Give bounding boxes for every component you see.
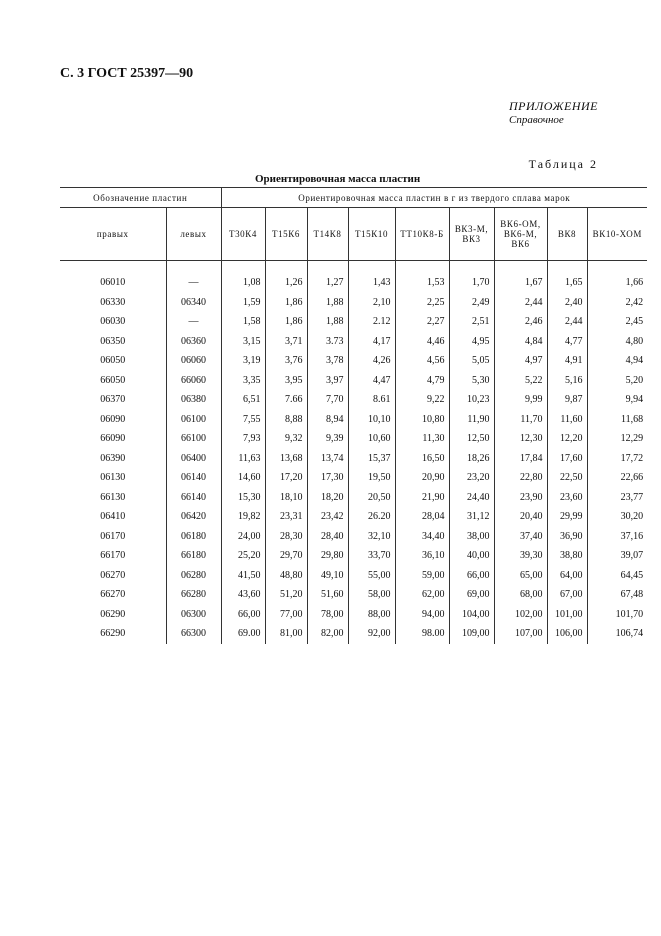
designation-group-header: Обозначение пластин bbox=[60, 188, 221, 208]
table-cell: 2,44 bbox=[494, 293, 547, 313]
table-cell: 7,70 bbox=[307, 390, 348, 410]
table-cell: 67,00 bbox=[547, 585, 587, 605]
table-row bbox=[60, 468, 647, 488]
table-cell: 8.61 bbox=[348, 390, 395, 410]
table-cell: 104,00 bbox=[449, 605, 494, 625]
table-cell: 32,10 bbox=[348, 527, 395, 547]
table-cell: 17,30 bbox=[307, 468, 348, 488]
table-row bbox=[60, 429, 647, 449]
table-cell: 82,00 bbox=[307, 624, 348, 644]
table-cell: 59,00 bbox=[395, 566, 449, 586]
table-cell: 3,15 bbox=[221, 332, 265, 352]
table-cell: 19,50 bbox=[348, 468, 395, 488]
table-cell: 11,30 bbox=[395, 429, 449, 449]
column-header: ВК6-ОМ, ВК6-М, ВК6 bbox=[494, 208, 547, 261]
table-cell: 29,70 bbox=[265, 546, 307, 566]
table-cell: 06050 bbox=[100, 355, 126, 367]
table-row bbox=[60, 624, 647, 644]
mass-group-header: Ориентировочная масса пластин в г из твердого сплава марок bbox=[221, 188, 647, 208]
table-cell: 78,00 bbox=[307, 605, 348, 625]
column-header: Т15К6 bbox=[265, 208, 307, 261]
table-cell: 9,22 bbox=[395, 390, 449, 410]
table-cell: 101,70 bbox=[587, 605, 647, 625]
table-cell: 64,00 bbox=[547, 566, 587, 586]
table-cell: 22,80 bbox=[494, 468, 547, 488]
table-cell: 69.00 bbox=[221, 624, 265, 644]
table-cell: 66060 bbox=[166, 371, 221, 391]
table-cell: 1,67 bbox=[494, 261, 547, 293]
table-cell: 4,17 bbox=[348, 332, 395, 352]
table-row bbox=[60, 312, 647, 332]
table-cell: 4,26 bbox=[348, 351, 395, 371]
table-row bbox=[60, 546, 647, 566]
column-header: ВК8 bbox=[547, 208, 587, 261]
table-cell: 106,00 bbox=[547, 624, 587, 644]
table-cell: 102,00 bbox=[494, 605, 547, 625]
table-cell: 98.00 bbox=[395, 624, 449, 644]
table-cell: 1,58 bbox=[221, 312, 265, 332]
table-cell: 06270 bbox=[100, 569, 126, 581]
table-row bbox=[60, 488, 647, 508]
table-cell: 51,60 bbox=[307, 585, 348, 605]
table-cell: 10,23 bbox=[449, 390, 494, 410]
table-cell: 1,88 bbox=[307, 312, 348, 332]
table-cell: 1,86 bbox=[265, 312, 307, 332]
table-cell: 3,95 bbox=[265, 371, 307, 391]
table-cell: 06180 bbox=[166, 527, 221, 547]
table-cell: 06400 bbox=[166, 449, 221, 469]
table-cell: 24,40 bbox=[449, 488, 494, 508]
column-header: Т14К8 bbox=[307, 208, 348, 261]
column-header: Т30К4 bbox=[221, 208, 265, 261]
table-cell: 4,47 bbox=[348, 371, 395, 391]
table-cell: 106,74 bbox=[587, 624, 647, 644]
table-cell: 20,90 bbox=[395, 468, 449, 488]
table-row bbox=[60, 585, 647, 605]
table-cell: 06410 bbox=[100, 511, 126, 523]
table-row bbox=[60, 605, 647, 625]
table-cell: 1,53 bbox=[395, 261, 449, 293]
table-cell: 2,49 bbox=[449, 293, 494, 313]
table-cell: 9,39 bbox=[307, 429, 348, 449]
table-row bbox=[60, 410, 647, 430]
table-row bbox=[60, 449, 647, 469]
table-row bbox=[60, 507, 647, 527]
table-cell: 2,44 bbox=[547, 312, 587, 332]
table-cell: 06100 bbox=[166, 410, 221, 430]
table-cell: 37,40 bbox=[494, 527, 547, 547]
table-cell: 06370 bbox=[100, 394, 126, 406]
table-cell: — bbox=[166, 312, 221, 332]
table-number: Таблица 2 bbox=[528, 157, 598, 171]
table-cell: 18,26 bbox=[449, 449, 494, 469]
table-cell: 06330 bbox=[100, 296, 126, 308]
table-cell: 4,46 bbox=[395, 332, 449, 352]
table-cell: 26.20 bbox=[348, 507, 395, 527]
table-cell: 06350 bbox=[100, 335, 126, 347]
table-cell: 17,84 bbox=[494, 449, 547, 469]
table-cell: 2,46 bbox=[494, 312, 547, 332]
table-cell: 4,97 bbox=[494, 351, 547, 371]
table-cell: 109,00 bbox=[449, 624, 494, 644]
mass-table bbox=[60, 187, 647, 644]
table-cell: 81,00 bbox=[265, 624, 307, 644]
table-cell: 62,00 bbox=[395, 585, 449, 605]
table-cell: 12,29 bbox=[587, 429, 647, 449]
table-cell: 30,20 bbox=[587, 507, 647, 527]
table-cell: 11,63 bbox=[221, 449, 265, 469]
table-cell: 06280 bbox=[166, 566, 221, 586]
table-cell: 5,05 bbox=[449, 351, 494, 371]
table-cell: 49,10 bbox=[307, 566, 348, 586]
table-cell: 06010 bbox=[100, 277, 126, 289]
table-cell: — bbox=[166, 261, 221, 293]
table-cell: 23,60 bbox=[547, 488, 587, 508]
table-cell: 10,10 bbox=[348, 410, 395, 430]
table-cell: 06300 bbox=[166, 605, 221, 625]
table-cell: 15,37 bbox=[348, 449, 395, 469]
table-cell: 1,08 bbox=[221, 261, 265, 293]
page-header: С. 3 ГОСТ 25397—90 bbox=[60, 66, 194, 81]
table-cell: 15,30 bbox=[221, 488, 265, 508]
table-cell: 17,60 bbox=[547, 449, 587, 469]
table-cell: 66090 bbox=[100, 433, 126, 445]
table-cell: 4,94 bbox=[587, 351, 647, 371]
table-cell: 06290 bbox=[100, 608, 126, 620]
table-cell: 18,20 bbox=[307, 488, 348, 508]
table-cell: 28,04 bbox=[395, 507, 449, 527]
table-cell: 40,00 bbox=[449, 546, 494, 566]
table-cell: 2.12 bbox=[348, 312, 395, 332]
table-cell: 5,22 bbox=[494, 371, 547, 391]
table-cell: 22,50 bbox=[547, 468, 587, 488]
table-cell: 36,90 bbox=[547, 527, 587, 547]
table-cell: 25,20 bbox=[221, 546, 265, 566]
table-cell: 55,00 bbox=[348, 566, 395, 586]
table-cell: 8,88 bbox=[265, 410, 307, 430]
table-cell: 12,50 bbox=[449, 429, 494, 449]
table-cell: 4,91 bbox=[547, 351, 587, 371]
table-cell: 33,70 bbox=[348, 546, 395, 566]
table-cell: 2,45 bbox=[587, 312, 647, 332]
table-cell: 18,10 bbox=[265, 488, 307, 508]
table-cell: 2,27 bbox=[395, 312, 449, 332]
table-cell: 66280 bbox=[166, 585, 221, 605]
table-cell: 06060 bbox=[166, 351, 221, 371]
table-cell: 58,00 bbox=[348, 585, 395, 605]
table-row bbox=[60, 527, 647, 547]
table-cell: 66,00 bbox=[449, 566, 494, 586]
table-cell: 2,42 bbox=[587, 293, 647, 313]
table-cell: 66290 bbox=[100, 628, 126, 640]
table-row bbox=[60, 332, 647, 352]
table-cell: 3.73 bbox=[307, 332, 348, 352]
table-cell: 13,74 bbox=[307, 449, 348, 469]
table-cell: 9,99 bbox=[494, 390, 547, 410]
appendix-title: ПРИЛОЖЕНИЕ bbox=[509, 99, 598, 113]
table-cell: 2,51 bbox=[449, 312, 494, 332]
appendix-block bbox=[509, 99, 598, 127]
table-cell: 69,00 bbox=[449, 585, 494, 605]
table-cell: 2,10 bbox=[348, 293, 395, 313]
table-cell: 4,84 bbox=[494, 332, 547, 352]
table-cell: 06170 bbox=[100, 530, 126, 542]
table-cell: 67,48 bbox=[587, 585, 647, 605]
column-header: ТТ10К8-Б bbox=[395, 208, 449, 261]
group-header-row bbox=[60, 188, 647, 208]
table-cell: 11,68 bbox=[587, 410, 647, 430]
table-cell: 1,43 bbox=[348, 261, 395, 293]
table-row bbox=[60, 351, 647, 371]
table-row bbox=[60, 261, 647, 293]
table-cell: 4,77 bbox=[547, 332, 587, 352]
table-cell: 06420 bbox=[166, 507, 221, 527]
table-cell: 2,40 bbox=[547, 293, 587, 313]
table-cell: 06360 bbox=[166, 332, 221, 352]
table-cell: 39,30 bbox=[494, 546, 547, 566]
table-cell: 06130 bbox=[100, 472, 126, 484]
table-cell: 7,55 bbox=[221, 410, 265, 430]
table-cell: 7.66 bbox=[265, 390, 307, 410]
table-cell: 1,70 bbox=[449, 261, 494, 293]
table-cell: 43,60 bbox=[221, 585, 265, 605]
table-cell: 4,95 bbox=[449, 332, 494, 352]
table-cell: 6,51 bbox=[221, 390, 265, 410]
table-row bbox=[60, 390, 647, 410]
table-cell: 66050 bbox=[100, 374, 126, 386]
table-cell: 29,80 bbox=[307, 546, 348, 566]
table-cell: 23,77 bbox=[587, 488, 647, 508]
table-cell: 17,20 bbox=[265, 468, 307, 488]
column-header: правых bbox=[60, 208, 166, 261]
table-cell: 4,79 bbox=[395, 371, 449, 391]
table-cell: 66140 bbox=[166, 488, 221, 508]
table-cell: 06140 bbox=[166, 468, 221, 488]
column-header: Т15К10 bbox=[348, 208, 395, 261]
table-cell: 48,80 bbox=[265, 566, 307, 586]
column-header-row bbox=[60, 208, 647, 261]
table-cell: 8,94 bbox=[307, 410, 348, 430]
table-cell: 3,78 bbox=[307, 351, 348, 371]
table-cell: 107,00 bbox=[494, 624, 547, 644]
table-cell: 1,86 bbox=[265, 293, 307, 313]
table-cell: 92,00 bbox=[348, 624, 395, 644]
table-cell: 68,00 bbox=[494, 585, 547, 605]
table-cell: 36,10 bbox=[395, 546, 449, 566]
table-cell: 1,26 bbox=[265, 261, 307, 293]
table-cell: 23,42 bbox=[307, 507, 348, 527]
table-cell: 10,80 bbox=[395, 410, 449, 430]
table-cell: 66,00 bbox=[221, 605, 265, 625]
table-cell: 66180 bbox=[166, 546, 221, 566]
table-cell: 21,90 bbox=[395, 488, 449, 508]
table-cell: 06380 bbox=[166, 390, 221, 410]
table-cell: 1,88 bbox=[307, 293, 348, 313]
table-title: Ориентировочная масса пластин bbox=[255, 173, 421, 185]
table-cell: 16,50 bbox=[395, 449, 449, 469]
table-cell: 4,80 bbox=[587, 332, 647, 352]
table-cell: 28,40 bbox=[307, 527, 348, 547]
table-cell: 3,97 bbox=[307, 371, 348, 391]
table-cell: 17,72 bbox=[587, 449, 647, 469]
table-cell: 28,30 bbox=[265, 527, 307, 547]
table-cell: 23,90 bbox=[494, 488, 547, 508]
table-cell: 9,94 bbox=[587, 390, 647, 410]
table-cell: 3,35 bbox=[221, 371, 265, 391]
column-header: ВК10-ХОМ bbox=[587, 208, 647, 261]
table-cell: 3,19 bbox=[221, 351, 265, 371]
table-cell: 101,00 bbox=[547, 605, 587, 625]
table-cell: 9,32 bbox=[265, 429, 307, 449]
table-cell: 20,40 bbox=[494, 507, 547, 527]
table-body bbox=[60, 261, 647, 644]
table-cell: 22,66 bbox=[587, 468, 647, 488]
table-cell: 06390 bbox=[100, 452, 126, 464]
table-cell: 66130 bbox=[100, 491, 126, 503]
table-cell: 2,25 bbox=[395, 293, 449, 313]
table-cell: 88,00 bbox=[348, 605, 395, 625]
table-cell: 14,60 bbox=[221, 468, 265, 488]
table-cell: 51,20 bbox=[265, 585, 307, 605]
table-row bbox=[60, 566, 647, 586]
table-cell: 06340 bbox=[166, 293, 221, 313]
table-cell: 06030 bbox=[100, 316, 126, 328]
column-header: левых bbox=[166, 208, 221, 261]
table-cell: 38,00 bbox=[449, 527, 494, 547]
table-cell: 41,50 bbox=[221, 566, 265, 586]
table-row bbox=[60, 293, 647, 313]
table-cell: 1,27 bbox=[307, 261, 348, 293]
table-row bbox=[60, 371, 647, 391]
table-cell: 31,12 bbox=[449, 507, 494, 527]
table-cell: 1,66 bbox=[587, 261, 647, 293]
table-cell: 11,70 bbox=[494, 410, 547, 430]
table-cell: 24,00 bbox=[221, 527, 265, 547]
table-cell: 66100 bbox=[166, 429, 221, 449]
table-cell: 06090 bbox=[100, 413, 126, 425]
table-cell: 94,00 bbox=[395, 605, 449, 625]
table-cell: 11,90 bbox=[449, 410, 494, 430]
appendix-subtitle: Справочное bbox=[509, 114, 564, 126]
table-cell: 38,80 bbox=[547, 546, 587, 566]
table-cell: 1,65 bbox=[547, 261, 587, 293]
table-cell: 10,60 bbox=[348, 429, 395, 449]
table-cell: 66300 bbox=[166, 624, 221, 644]
table-cell: 20,50 bbox=[348, 488, 395, 508]
table-cell: 23,31 bbox=[265, 507, 307, 527]
table-cell: 12,30 bbox=[494, 429, 547, 449]
table-cell: 13,68 bbox=[265, 449, 307, 469]
table-cell: 1,59 bbox=[221, 293, 265, 313]
table-cell: 11,60 bbox=[547, 410, 587, 430]
table-cell: 39,07 bbox=[587, 546, 647, 566]
table-cell: 5,16 bbox=[547, 371, 587, 391]
table-cell: 23,20 bbox=[449, 468, 494, 488]
table-cell: 29,99 bbox=[547, 507, 587, 527]
table-cell: 66270 bbox=[100, 589, 126, 601]
table-cell: 3,76 bbox=[265, 351, 307, 371]
table-cell: 34,40 bbox=[395, 527, 449, 547]
column-header: ВК3-М, ВК3 bbox=[449, 208, 494, 261]
table-cell: 64,45 bbox=[587, 566, 647, 586]
table-cell: 5,30 bbox=[449, 371, 494, 391]
table-cell: 19,82 bbox=[221, 507, 265, 527]
table-cell: 12,20 bbox=[547, 429, 587, 449]
table-cell: 66170 bbox=[100, 550, 126, 562]
table-cell: 37,16 bbox=[587, 527, 647, 547]
table-cell: 5,20 bbox=[587, 371, 647, 391]
table-cell: 3,71 bbox=[265, 332, 307, 352]
table-cell: 7,93 bbox=[221, 429, 265, 449]
table-cell: 4,56 bbox=[395, 351, 449, 371]
table-cell: 65,00 bbox=[494, 566, 547, 586]
table-cell: 9,87 bbox=[547, 390, 587, 410]
table-cell: 77,00 bbox=[265, 605, 307, 625]
